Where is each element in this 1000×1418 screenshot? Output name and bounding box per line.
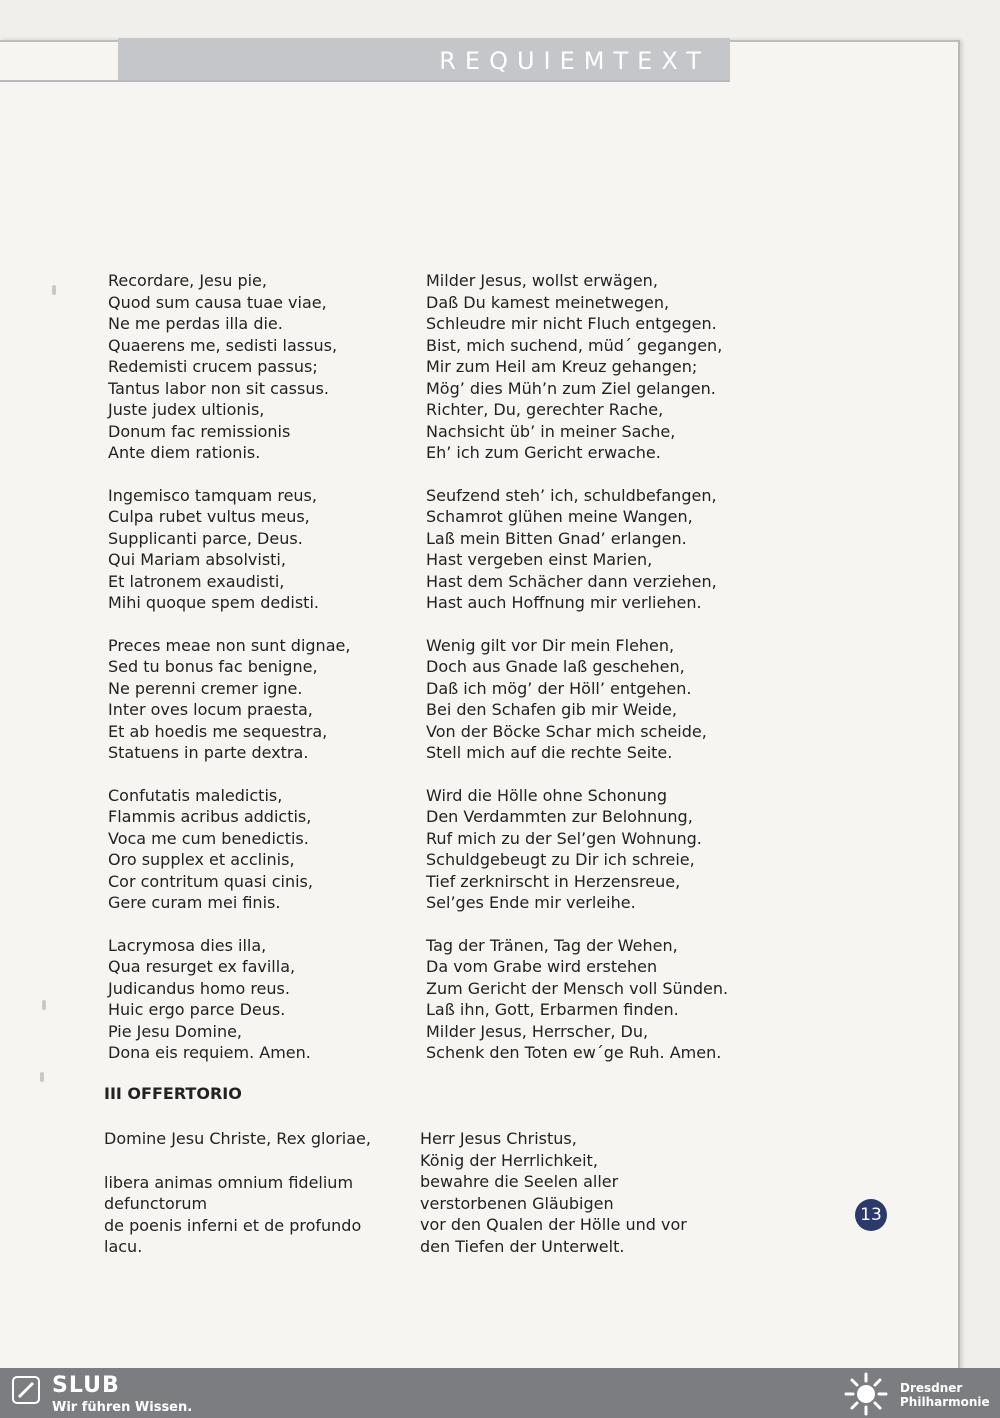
verse-line: Huic ergo parce Deus.	[108, 1000, 286, 1019]
verse-line: Milder Jesus, wollst erwägen,	[426, 271, 658, 290]
verse-line: Inter oves locum praesta,	[108, 700, 313, 719]
verse-line: Den Verdammten zur Belohnung,	[426, 807, 693, 826]
verse-line: den Tiefen der Unterwelt.	[420, 1236, 625, 1256]
german-stanza	[426, 270, 756, 464]
latin-text-column	[108, 270, 408, 1085]
verse-line: Eh’ ich zum Gericht erwache.	[426, 443, 661, 462]
verse-line: Laß mein Bitten Gnad’ erlangen.	[426, 528, 687, 548]
latin-stanza	[108, 935, 408, 1064]
verse-line: Domine Jesu Christe, Rex gloriae,	[104, 1129, 371, 1148]
verse-line: Sel’ges Ende mir verleihe.	[426, 893, 636, 912]
verse-line: Lacrymosa dies illa,	[108, 935, 267, 955]
verse-line: Qui Mariam absolvisti,	[108, 550, 286, 569]
verse-line: Herr Jesus Christus,	[420, 1129, 577, 1148]
slub-name: SLUB	[52, 1373, 120, 1398]
verse-line: Confutatis maledictis,	[108, 785, 283, 805]
partner-name-line: Dresdner	[900, 1381, 963, 1395]
verse-line: defunctorum	[104, 1194, 208, 1213]
verse-line: Tief zerknirscht in Herzensreue,	[426, 871, 681, 891]
verse-line: Redemisti crucem passus;	[108, 357, 318, 376]
partner-name-line: Philharmonie	[900, 1395, 990, 1409]
verse-line: Wenig gilt vor Dir mein Flehen,	[426, 635, 675, 655]
verse-line: Seufzend steh’ ich, schuldbefangen,	[426, 485, 717, 505]
verse-line: Zum Gericht der Mensch voll Sünden.	[426, 978, 729, 998]
german-stanza	[426, 635, 756, 764]
verse-line: Culpa rubet vultus meus,	[108, 507, 310, 526]
verse-line: Pie Jesu Domine,	[108, 1021, 243, 1041]
verse-line: Daß ich mög’ der Höll’ entgehen.	[426, 678, 692, 698]
verse-line: Mög’ dies Müh’n zum Ziel gelangen.	[426, 378, 716, 398]
slub-tagline: Wir führen Wissen.	[52, 1400, 193, 1415]
verse-line: Judicandus homo reus.	[108, 978, 290, 998]
verse-line: Nachsicht üb’ in meiner Sache,	[426, 421, 676, 441]
verse-line: Quaerens me, sedisti lassus,	[108, 335, 338, 355]
verse-line: Ingemisco tamquam reus,	[108, 485, 317, 505]
offertorio-german	[420, 1128, 740, 1257]
latin-stanza	[108, 635, 408, 764]
german-stanza	[426, 485, 756, 614]
latin-stanza	[108, 485, 408, 614]
verse-line: Tag der Tränen, Tag der Wehen,	[426, 935, 678, 955]
verse-line: Juste judex ultionis,	[108, 400, 265, 419]
offertorio-latin	[104, 1128, 404, 1258]
verse-line: Donum fac remissionis	[108, 421, 291, 441]
verse-line: Schuldgebeugt zu Dir ich schreie,	[426, 850, 695, 869]
verse-line: Mihi quoque spem dedisti.	[108, 593, 319, 612]
verse-line: Schleudre mir nicht Fluch entgegen.	[426, 314, 717, 333]
verse-line: Da vom Grabe wird erstehen	[426, 957, 658, 976]
binding-mark	[52, 285, 56, 295]
header-rule	[0, 80, 730, 82]
slub-logo-icon	[12, 1376, 40, 1404]
verse-line: Oro supplex et acclinis,	[108, 850, 295, 869]
german-text-column	[426, 270, 756, 1085]
verse-line: Stell mich auf die rechte Seite.	[426, 743, 673, 762]
verse-line: de poenis inferni et de profundo	[104, 1215, 362, 1235]
verse-line: Von der Böcke Schar mich scheide,	[426, 721, 707, 741]
partner-name	[900, 1381, 990, 1409]
verse-line: Et latronem exaudisti,	[108, 571, 285, 591]
verse-line: Richter, Du, gerechter Rache,	[426, 400, 664, 419]
verse-line: Gere curam mei finis.	[108, 893, 281, 912]
verse-line: Milder Jesus, Herrscher, Du,	[426, 1021, 649, 1041]
verse-line: bewahre die Seelen aller	[420, 1172, 619, 1191]
verse-line: Hast vergeben einst Marien,	[426, 550, 653, 569]
page-number-badge: 13	[855, 1199, 887, 1231]
verse-line: verstorbenen Gläubigen	[420, 1193, 614, 1213]
binding-mark	[40, 1072, 44, 1082]
verse-line: Flammis acribus addictis,	[108, 807, 312, 826]
verse-line: Doch aus Gnade laß geschehen,	[426, 657, 685, 676]
verse-line: Qua resurget ex favilla,	[108, 957, 296, 976]
verse-line: Schamrot glühen meine Wangen,	[426, 507, 693, 526]
latin-stanza	[108, 785, 408, 914]
verse-line: Dona eis requiem. Amen.	[108, 1043, 311, 1062]
verse-line: Schenk den Toten ew´ge Ruh. Amen.	[426, 1043, 722, 1062]
verse-line: Recordare, Jesu pie,	[108, 271, 267, 290]
section-header-title: REQUIEMTEXT	[439, 47, 710, 75]
german-stanza	[426, 935, 756, 1064]
verse-line: Voca me cum benedictis.	[108, 828, 309, 848]
dresdner-philharmonie-logo-icon	[842, 1372, 890, 1416]
verse-line: Sed tu bonus fac benigne,	[108, 657, 318, 676]
binding-mark	[42, 1000, 46, 1010]
verse-line: libera animas omnium fidelium	[104, 1172, 354, 1192]
verse-line: Supplicanti parce, Deus.	[108, 528, 303, 548]
verse-line: Ne me perdas illa die.	[108, 314, 283, 333]
verse-line: Hast dem Schächer dann verziehen,	[426, 571, 717, 591]
offertorio-heading: III OFFERTORIO	[104, 1084, 242, 1103]
verse-line: Ne perenni cremer igne.	[108, 678, 303, 698]
verse-line: Hast auch Hoffnung mir verliehen.	[426, 593, 702, 612]
verse-line: lacu.	[104, 1237, 143, 1256]
verse-line: Wird die Hölle ohne Schonung	[426, 785, 668, 805]
verse-line: Quod sum causa tuae viae,	[108, 292, 327, 312]
verse-line: Daß Du kamest meinetwegen,	[426, 292, 670, 312]
german-stanza	[426, 785, 756, 914]
verse-line: Laß ihn, Gott, Erbarmen finden.	[426, 1000, 679, 1019]
verse-line: Cor contritum quasi cinis,	[108, 871, 313, 891]
verse-line: Mir zum Heil am Kreuz gehangen;	[426, 357, 698, 376]
verse-line: Ruf mich zu der Sel’gen Wohnung.	[426, 828, 702, 848]
verse-line: Et ab hoedis me sequestra,	[108, 721, 328, 741]
verse-line: Bist, mich suchend, müd´ gegangen,	[426, 335, 723, 355]
verse-line: Preces meae non sunt dignae,	[108, 635, 351, 655]
verse-line: Bei den Schafen gib mir Weide,	[426, 700, 677, 719]
verse-line: Tantus labor non sit cassus.	[108, 378, 329, 398]
verse-line: Ante diem rationis.	[108, 443, 261, 462]
verse-line: vor den Qualen der Hölle und vor	[420, 1215, 687, 1234]
verse-line: Statuens in parte dextra.	[108, 743, 309, 762]
latin-stanza	[108, 270, 408, 464]
verse-line: König der Herrlichkeit,	[420, 1150, 598, 1170]
